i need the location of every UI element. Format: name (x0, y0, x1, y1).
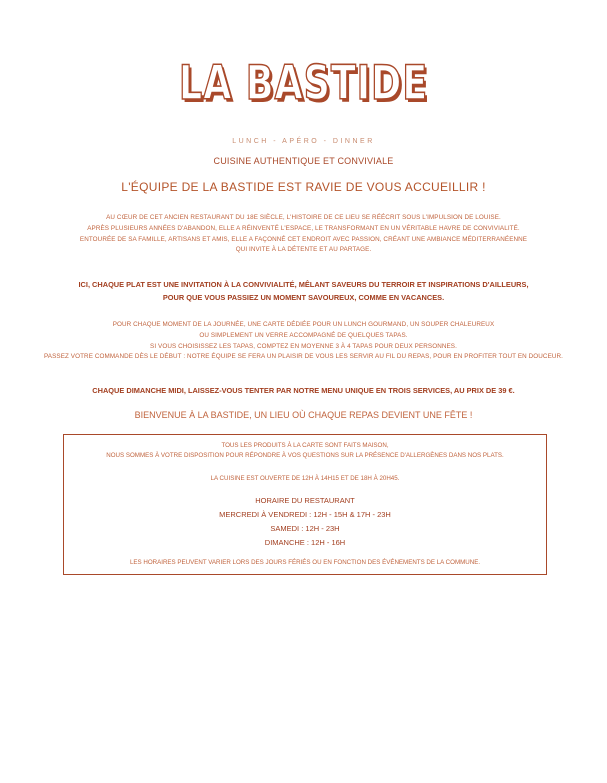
intro-line: APRÈS PLUSIEURS ANNÉES D'ABANDON, ELLE A RÉINVENTÉ L'ESPACE, LE TRANSFORMANT EN UN VÉRITABLE HAVRE DE CONVIVIALITÉ. (87, 224, 520, 232)
highlight-line: ICI, CHAQUE PLAT EST UNE INVITATION À LA CONVIVIALITÉ, MÊLANT SAVEURS DU TERROIR ET INSPIRATIONS D'AILLEURS, (78, 280, 529, 289)
subtitle: CUISINE AUTHENTIQUE ET CONVIVIALE (213, 156, 394, 166)
welcome-heading: L'ÉQUIPE DE LA BASTIDE EST RAVIE DE VOUS ACCUEILLIR ! (121, 180, 486, 194)
menu-info-line: PASSEZ VOTRE COMMANDE DÈS LE DÉBUT : NOTRE ÉQUIPE SE FERA UN PLAISIR DE VOUS LES SERVIR AU FIL DU REPAS, POUR EN PROFITER TOUT EN DOUCEUR. (43, 353, 564, 361)
hours-weekday: MERCREDI À VENDREDI : 12H - 15H & 17H - 23H (219, 510, 391, 519)
info-box (63, 434, 547, 575)
closing-line: BIENVENUE À LA BASTIDE, UN LIEU OÙ CHAQUE REPAS DEVIENT UNE FÊTE ! (134, 410, 473, 420)
homemade-line: TOUS LES PRODUITS À LA CARTE SONT FAITS MAISON, (221, 442, 389, 449)
tagline: LUNCH - APÉRO - DINNER (232, 138, 375, 145)
menu-info-line: OU SIMPLEMENT UN VERRE ACCOMPAGNÉ DE QUELQUES TAPAS. (199, 331, 408, 339)
hours-title: HORAIRE DU RESTAURANT (255, 496, 355, 505)
kitchen-hours: LA CUISINE EST OUVERTE DE 12H À 14H15 ET DE 18H À 20H45. (210, 475, 400, 482)
hours-saturday: SAMEDI : 12H - 23H (270, 524, 340, 533)
intro-line: QUI INVITE À LA DÉTENTE ET AU PARTAGE. (235, 246, 372, 254)
highlight-line: POUR QUE VOUS PASSIEZ UN MOMENT SAVOUREUX, COMME EN VACANCES. (162, 293, 445, 302)
sunday-menu: CHAQUE DIMANCHE MIDI, LAISSEZ-VOUS TENTER PAR NOTRE MENU UNIQUE EN TROIS SERVICES, AU PRIX DE 39 €. (92, 386, 515, 395)
intro-paragraph (0, 213, 607, 256)
hours-note: LES HORAIRES PEUVENT VARIER LORS DES JOURS FÉRIÉS OU EN FONCTION DES ÉVÉNEMENTS DE LA COMMUNE. (129, 559, 481, 566)
menu-info-line: SI VOUS CHOISISSEZ LES TAPAS, COMPTEZ EN MOYENNE 3 À 4 TAPAS POUR DEUX PERSONNES. (150, 342, 457, 350)
intro-line: AU CŒUR DE CET ANCIEN RESTAURANT DU 18E SIÈCLE, L'HISTOIRE DE CE LIEU SE RÉÉCRIT SOUS L'IMPULSION DE LOUISE. (106, 214, 501, 221)
menu-info-paragraph (0, 320, 607, 363)
allergen-line: NOUS SOMMES À VOTRE DISPOSITION POUR RÉPONDRE À VOS QUESTIONS SUR LA PRÉSENCE D'ALLERGÈNES DANS NOS PLATS. (106, 452, 504, 459)
intro-line: ENTOURÉE DE SA FAMILLE, ARTISANS ET AMIS, ELLE A FAÇONNÉ CET ENDROIT AVEC PASSION, CRÉANT UNE AMBIANCE MÉDITERRANÉENNE (79, 235, 528, 243)
menu-info-line: POUR CHAQUE MOMENT DE LA JOURNÉE, UNE CARTE DÉDIÉE POUR UN LUNCH GOURMAND, UN SOUPER CHALEUREUX (112, 321, 495, 328)
highlight-paragraph (0, 278, 607, 304)
hours-sunday: DIMANCHE : 12H - 16H (264, 538, 346, 547)
restaurant-logo: LA BASTIDE (178, 56, 429, 111)
